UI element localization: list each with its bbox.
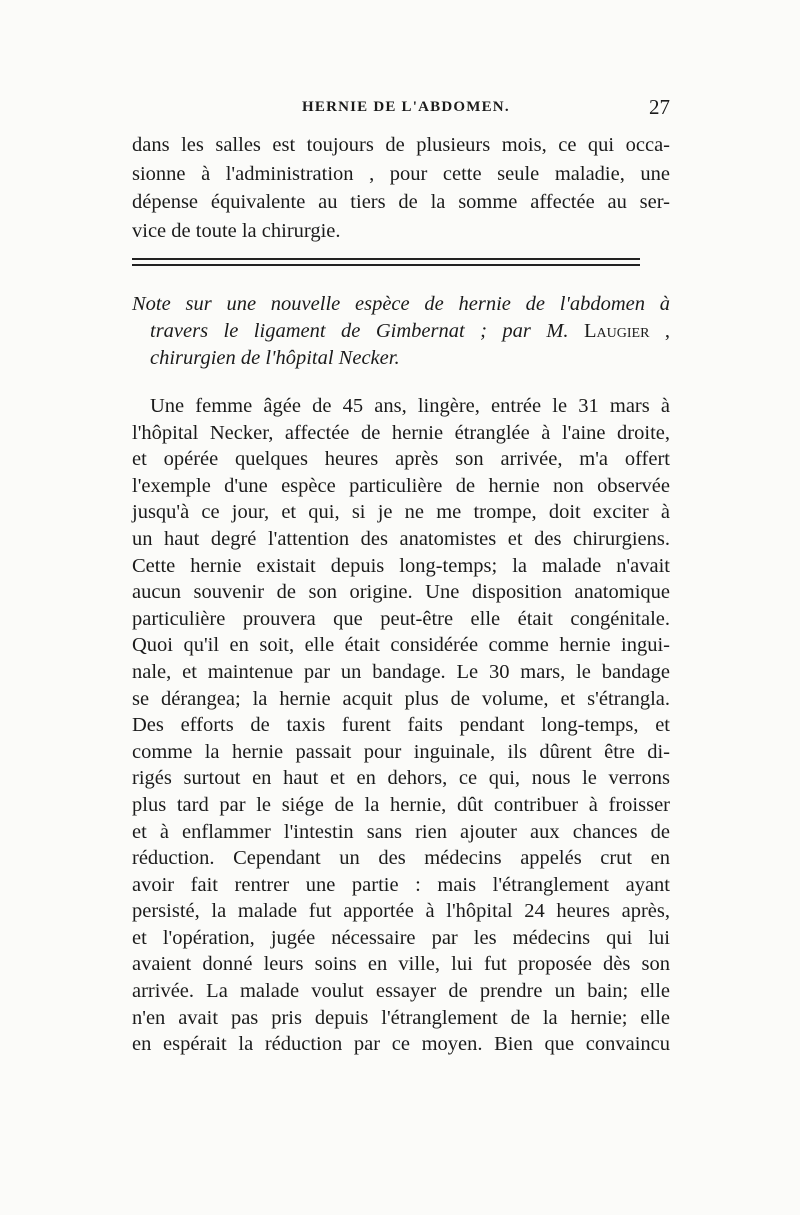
text-line: sionne à l'administration , pour cette seule maladie, une <box>132 162 670 185</box>
text-line: Quoi qu'il en soit, elle était considérée comme hernie ingui- <box>132 634 670 657</box>
text-line: rigés surtout en haut et en dehors, ce qui, nous le verrons <box>132 767 670 790</box>
page-header <box>132 95 670 125</box>
text-line: se dérangea; la hernie acquit plus de volume, et s'étrangla. <box>132 687 670 710</box>
text-line: avaient donné leurs soins en ville, lui fut proposée dès son <box>132 953 670 976</box>
text-line: aucun souvenir de son origine. Une disposition anatomique <box>132 581 670 604</box>
text-line: avoir fait rentrer une partie : mais l'étranglement ayant <box>132 873 670 896</box>
text-line: et à enflammer l'intestin sans rien ajouter aux chances de <box>132 820 670 843</box>
text-line: comme la hernie passait pour inguinale, ils dûrent être di- <box>132 740 670 763</box>
text-line: l'hôpital Necker, affectée de hernie étranglée à l'aine droite, <box>132 421 670 444</box>
paragraph-continued <box>132 131 670 245</box>
text-line: en espérait la réduction par ce moyen. Bien que convaincu <box>132 1033 670 1056</box>
text-line: Une femme âgée de 45 ans, lingère, entrée le 31 mars à <box>150 395 670 417</box>
heading-line: Note sur une nouvelle espèce de hernie de l'abdomen à <box>132 293 670 315</box>
text-line: réduction. Cependant un des médecins appelés crut en <box>132 847 670 870</box>
section-divider-bottom <box>132 264 640 266</box>
heading-line <box>132 318 670 345</box>
paragraph-main <box>132 393 670 1058</box>
running-title: HERNIE DE L'ABDOMEN. <box>302 99 510 115</box>
note-heading <box>132 291 670 372</box>
text-line: Cette hernie existait depuis long-temps; la malade n'avait <box>132 554 670 577</box>
text-line: n'en avait pas pris depuis l'étranglement de la hernie; elle <box>132 1006 670 1029</box>
heading-line-italic: travers le ligament de Gimbernat ; par M. <box>150 320 569 342</box>
text-line: un haut degré l'attention des anatomistes et des chirurgiens. <box>132 527 670 550</box>
text-line: plus tard par le siége de la hernie, dût contribuer à froisser <box>132 793 670 816</box>
author-name: Laugier , <box>584 320 671 342</box>
text-line: nale, et maintenue par un bandage. Le 30 mars, le bandage <box>132 660 670 683</box>
text-line: dépense équivalente au tiers de la somme affectée au ser- <box>132 191 670 214</box>
text-line: Des efforts de taxis furent faits pendant long-temps, et <box>132 714 670 737</box>
text-line: dans les salles est toujours de plusieurs mois, ce qui occa- <box>132 134 670 156</box>
text-line: vice de toute la chirurgie. <box>132 219 341 242</box>
text-line: arrivée. La malade voulut essayer de prendre un bain; elle <box>132 980 670 1003</box>
text-line: jusqu'à ce jour, et qui, si je ne me trompe, doit exciter à <box>132 501 670 524</box>
text-line: persisté, la malade fut apportée à l'hôpital 24 heures après, <box>132 900 670 923</box>
text-line: l'exemple d'une espèce particulière de hernie non observée <box>132 474 670 497</box>
text-line: et opérée quelques heures après son arrivée, m'a offert <box>132 448 670 471</box>
text-line: particulière prouvera que peut-être elle était congénitale. <box>132 607 670 630</box>
section-divider-top <box>132 258 640 260</box>
text-line: et l'opération, jugée nécessaire par les médecins qui lui <box>132 926 670 949</box>
heading-line: chirurgien de l'hôpital Necker. <box>150 347 400 369</box>
page-number: 27 <box>649 95 670 119</box>
